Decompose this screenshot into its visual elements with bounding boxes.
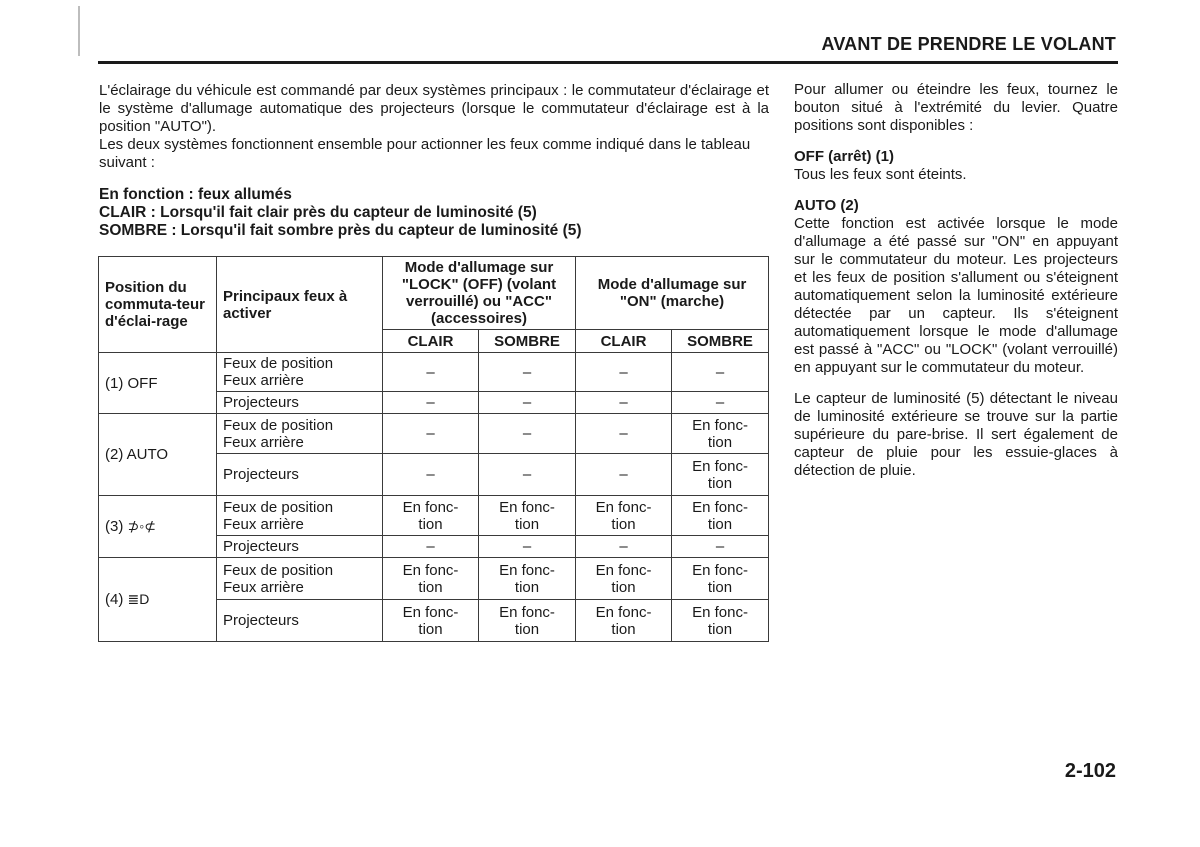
auto-title: AUTO (2) — [794, 197, 859, 214]
cell-value: En fonc- tion — [576, 558, 672, 600]
cell-value: – — [383, 454, 479, 496]
cell-value: – — [479, 536, 576, 558]
off-text: Tous les feux sont éteints. — [794, 166, 967, 183]
condition-legend — [99, 186, 769, 240]
light-label: Projecteurs — [217, 600, 383, 642]
cell-value: En fonc- tion — [479, 600, 576, 642]
cell-value: – — [383, 392, 479, 414]
cell-value: – — [479, 454, 576, 496]
cell-value: En fonc- tion — [576, 496, 672, 536]
header-clair: CLAIR — [576, 330, 672, 353]
position-off: (1) OFF — [99, 353, 217, 414]
left-column — [99, 82, 769, 240]
cell-value: – — [576, 536, 672, 558]
cell-value: En fonc- tion — [479, 496, 576, 536]
cell-value: – — [672, 392, 769, 414]
cell-value: – — [383, 536, 479, 558]
light-label: Projecteurs — [217, 392, 383, 414]
cell-value: En fonc- tion — [672, 558, 769, 600]
cell-value: En fonc- tion — [479, 558, 576, 600]
light-label: Feux de position Feux arrière — [217, 353, 383, 392]
section-title: AVANT DE PRENDRE LE VOLANT — [821, 34, 1116, 54]
page-edge-mark — [78, 6, 80, 56]
right-column — [794, 81, 1118, 480]
page-number: 2-102 — [1064, 760, 1116, 782]
cell-value: En fonc- tion — [383, 600, 479, 642]
headlights-icon: ≣D — [127, 591, 150, 607]
cell-value: – — [576, 392, 672, 414]
cell-value: – — [479, 414, 576, 454]
lighting-table — [98, 256, 769, 642]
light-label: Projecteurs — [217, 536, 383, 558]
header-position: Position du commuta-teur d'éclai-rage — [99, 257, 217, 353]
position-auto: (2) AUTO — [99, 414, 217, 496]
cell-value: – — [672, 536, 769, 558]
header-sombre: SOMBRE — [479, 330, 576, 353]
legend-sombre: SOMBRE : Lorsqu'il fait sombre près du capteur de luminosité (5) — [99, 222, 582, 239]
position-parking-lights: (3) ⊅◦⊄ — [99, 496, 217, 558]
intro-paragraph: L'éclairage du véhicule est commandé par deux systèmes principaux : le commutateur d'éclairage et le système d'allumage automatique des projecteurs (lorsque le commutateur d'éclairage est à la position "AUTO"). — [99, 82, 769, 135]
header-sombre: SOMBRE — [672, 330, 769, 353]
cell-value: En fonc- tion — [672, 600, 769, 642]
sensor-text: Le capteur de luminosité (5) détectant le niveau de luminosité extérieure se trouve sur la partie supérieure du pare-brise. Il sert également de capteur de pluie pour les essuie-glaces à détection de pluie. — [794, 390, 1118, 479]
cell-value: En fonc- tion — [383, 496, 479, 536]
cell-value: – — [479, 392, 576, 414]
header-rule — [98, 61, 1118, 64]
cell-value: – — [576, 353, 672, 392]
header-mode-lock-acc: Mode d'allumage sur "LOCK" (OFF) (volant verrouillé) ou "ACC" (accessoires) — [383, 257, 576, 330]
off-title: OFF (arrêt) (1) — [794, 148, 895, 165]
legend-clair: CLAIR : Lorsqu'il fait clair près du capteur de luminosité (5) — [99, 204, 537, 221]
position-headlights: (4) ≣D — [99, 558, 217, 642]
legend-en-fonction: En fonction : feux allumés — [99, 186, 292, 203]
cell-value: – — [576, 454, 672, 496]
cell-value: En fonc- tion — [672, 454, 769, 496]
cell-value: – — [672, 353, 769, 392]
parking-lights-icon: ⊅◦⊄ — [127, 518, 156, 534]
header-mode-on: Mode d'allumage sur "ON" (marche) — [576, 257, 769, 330]
cell-value: En fonc- tion — [383, 558, 479, 600]
header-clair: CLAIR — [383, 330, 479, 353]
right-intro: Pour allumer ou éteindre les feux, tournez le bouton situé à l'extrémité du levier. Quatre positions sont disponibles : — [794, 81, 1118, 134]
light-label: Feux de position Feux arrière — [217, 414, 383, 454]
header-main-lights: Principaux feux à activer — [217, 257, 383, 353]
cell-value: – — [479, 353, 576, 392]
cell-value: En fonc- tion — [672, 414, 769, 454]
cell-value: – — [576, 414, 672, 454]
cell-value: – — [383, 414, 479, 454]
cell-value: – — [383, 353, 479, 392]
light-label: Projecteurs — [217, 454, 383, 496]
light-label: Feux de position Feux arrière — [217, 558, 383, 600]
cell-value: En fonc- tion — [576, 600, 672, 642]
light-label: Feux de position Feux arrière — [217, 496, 383, 536]
table-intro-paragraph: Les deux systèmes fonctionnent ensemble pour actionner les feux comme indiqué dans le tableau suivant : — [99, 136, 751, 171]
auto-text: Cette fonction est activée lorsque le mode d'allumage a été passé sur "ON" en appuyant sur le commutateur du moteur. Les projecteurs et les feux de position s'allument ou s'éteignent automatiquement selon la luminosité extérieure détectée par un capteur. Ils s'éteignent automatiquement lorsque le mode d'allumage est passé à "ACC" ou "LOCK" (volant verrouillé) en appuyant sur le commutateur du moteur. — [794, 215, 1118, 376]
cell-value: En fonc- tion — [672, 496, 769, 536]
